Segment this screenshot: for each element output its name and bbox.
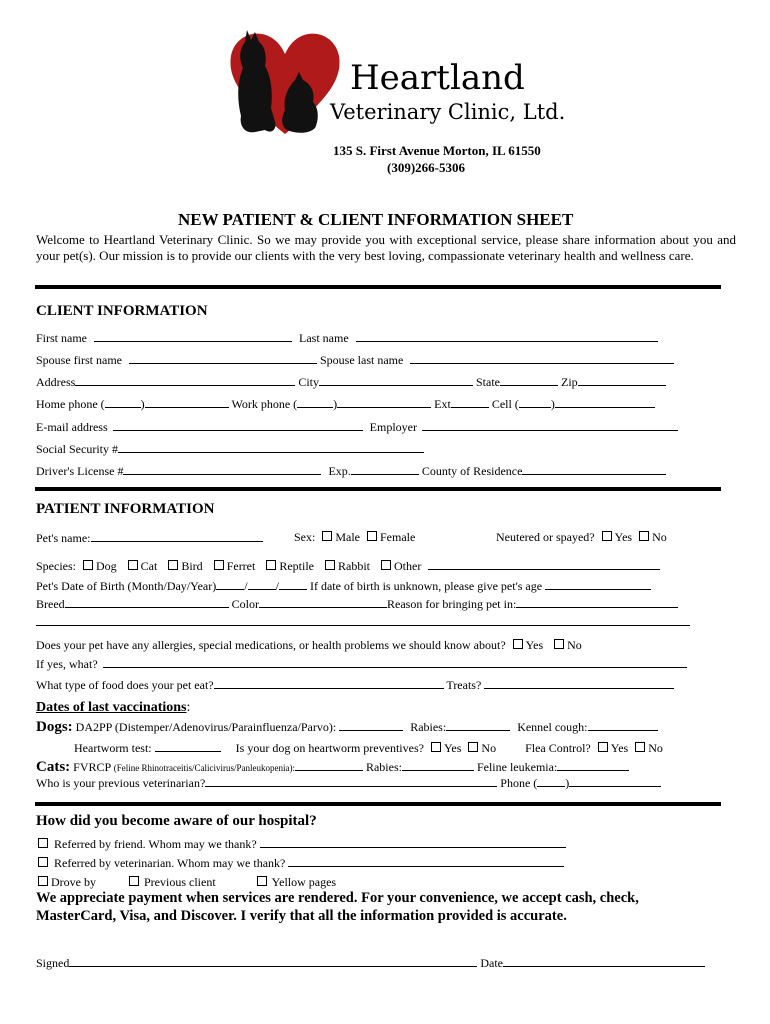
prev-vet-area-field[interactable]	[537, 775, 565, 787]
sex-group	[294, 530, 415, 545]
employer-label: Employer	[369, 420, 417, 434]
referred-vet-field[interactable]	[288, 855, 564, 867]
last-name-field[interactable]	[356, 330, 658, 342]
female-label: Female	[380, 530, 416, 544]
clinic-name: Heartland	[350, 58, 525, 98]
species-option: Dog	[96, 559, 117, 573]
vaccinations-heading-row	[36, 700, 190, 716]
pet-age-field[interactable]	[545, 578, 651, 590]
prev-vet-phone-field[interactable]	[569, 775, 661, 787]
dogs-vacc-label: DA2PP (Distemper/Adenovirus/Parainfluenza/Parvo):	[75, 720, 337, 734]
referred-vet-label: Referred by veterinarian. Whom may we thank?	[54, 856, 286, 870]
species-option: Bird	[181, 559, 203, 573]
vaccinations-heading: Dates of last vaccinations	[36, 700, 187, 715]
slash: /	[275, 579, 279, 593]
date-label: Date	[480, 956, 503, 970]
zip-label: Zip	[561, 375, 578, 389]
county-field[interactable]	[522, 463, 666, 475]
da2pp-field[interactable]	[339, 719, 403, 731]
home-area-field[interactable]	[105, 396, 141, 408]
form-title: NEW PATIENT & CLIENT INFORMATION SHEET	[178, 210, 574, 229]
allergies-label: Does your pet have any allergies, special medications, or health problems we should know about?	[36, 638, 506, 652]
date-field[interactable]	[503, 955, 705, 967]
food-label: What type of food does your pet eat?	[36, 678, 214, 692]
reason-field[interactable]	[516, 596, 678, 608]
ext-label: Ext	[434, 397, 451, 411]
flea-no-checkbox[interactable]	[635, 742, 645, 752]
signed-label: Signed	[36, 956, 70, 970]
spouse-row	[36, 352, 674, 368]
preventives-yes-checkbox[interactable]	[431, 742, 441, 752]
pet-name-label: Pet's name:	[36, 531, 91, 545]
neutered-no-checkbox[interactable]	[639, 531, 649, 541]
neutered-group	[496, 530, 667, 545]
no-label: No	[481, 741, 497, 755]
female-checkbox[interactable]	[367, 531, 377, 541]
dob-row	[36, 578, 651, 594]
sex-label: Sex:	[294, 530, 316, 544]
spouse-first-label: Spouse first name	[36, 353, 122, 367]
other-checkbox[interactable]	[381, 560, 391, 570]
last-name-label: Last name	[299, 331, 349, 345]
cats-vacc-label: FVRCP	[73, 760, 111, 774]
clinic-logo	[225, 22, 345, 140]
email-row	[36, 419, 678, 435]
species-row	[36, 558, 660, 574]
paren: )	[333, 397, 338, 411]
referred-vet-row	[34, 855, 564, 871]
if-yes-field[interactable]	[103, 656, 687, 668]
work-phone-field[interactable]	[337, 396, 431, 408]
heartworm-label: Heartworm test:	[74, 741, 152, 755]
no-label: No	[648, 741, 663, 755]
yellow-pages-label: Yellow pages	[271, 875, 337, 889]
previous-client-label: Previous client	[144, 875, 216, 889]
referred-friend-checkbox[interactable]	[38, 838, 48, 848]
county-label: County of Residence	[421, 464, 523, 478]
address-label: Address	[36, 375, 76, 389]
signature-row	[36, 955, 705, 971]
referred-friend-label: Referred by friend. Whom may we thank?	[54, 837, 257, 851]
license-row	[36, 463, 666, 479]
food-row	[36, 677, 674, 693]
prev-vet-row	[36, 775, 661, 791]
ssn-field[interactable]	[118, 441, 424, 453]
heart-pets-logo-icon	[225, 22, 345, 140]
ext-field[interactable]	[451, 396, 489, 408]
dob-unknown-label: If date of birth is unknown, please give pet's age	[309, 579, 543, 593]
male-label: Male	[335, 530, 360, 544]
color-label: Color	[231, 597, 259, 611]
first-name-row	[36, 330, 658, 346]
work-phone-label: Work phone (	[231, 397, 298, 411]
prev-vet-label: Who is your previous veterinarian?	[36, 776, 206, 790]
payment-line2: MasterCard, Visa, and Discover. I verify that all the information provided is accurate.	[36, 908, 567, 924]
yes-label: Yes	[610, 741, 629, 755]
neutered-yes-checkbox[interactable]	[602, 531, 612, 541]
email-label: E-mail address	[36, 420, 108, 434]
phone-row	[36, 396, 655, 412]
dob-day-field[interactable]	[248, 578, 276, 590]
no-label: No	[567, 638, 582, 652]
paren: )	[550, 397, 555, 411]
first-name-label: First name	[36, 331, 87, 345]
breed-row	[36, 596, 678, 612]
cats-vacc-detail: (Feline Rhinotraceitis/Calicivirus/Panleukopenia):	[113, 763, 295, 773]
species-option: Rabbit	[338, 559, 371, 573]
spouse-last-field[interactable]	[410, 352, 674, 364]
yellow-pages-checkbox[interactable]	[257, 876, 267, 886]
section-divider	[35, 487, 721, 491]
cats-row	[36, 759, 629, 776]
reason-field-continued[interactable]	[36, 614, 690, 626]
cat-rabies-label: Rabies:	[365, 760, 402, 774]
allergies-yes-checkbox[interactable]	[513, 639, 523, 649]
welcome-text: Welcome to Heartland Veterinary Clinic. So we may provide you with exceptional service, please share information about you and your pet(s). Our mission is to provide our clients with the very best loving, compassionate veterinary health and wellness care.	[36, 232, 736, 263]
email-field[interactable]	[113, 419, 363, 431]
other-species-field[interactable]	[428, 558, 660, 570]
drove-by-checkbox[interactable]	[38, 876, 48, 886]
food-field[interactable]	[214, 677, 444, 689]
color-field[interactable]	[259, 596, 387, 608]
cell-label: Cell (	[491, 397, 519, 411]
yes-label: Yes	[614, 530, 633, 544]
exp-label: Exp.	[328, 464, 351, 478]
home-phone-label: Home phone (	[36, 397, 105, 411]
breed-label: Breed	[36, 597, 65, 611]
species-option: Reptile	[279, 559, 315, 573]
ssn-label: Social Security #	[36, 442, 118, 456]
fvrcp-field[interactable]	[295, 759, 363, 771]
no-label: No	[652, 530, 667, 544]
first-name-field[interactable]	[94, 330, 292, 342]
pet-name-field[interactable]	[91, 530, 263, 542]
species-label: Species:	[36, 559, 76, 573]
felv-field[interactable]	[557, 759, 629, 771]
referred-friend-field[interactable]	[260, 836, 566, 848]
aware-heading: How did you become aware of our hospital?	[36, 813, 317, 829]
slash: /	[244, 579, 248, 593]
spouse-last-label: Spouse last name	[320, 353, 404, 367]
home-phone-field[interactable]	[145, 396, 229, 408]
dob-month-field[interactable]	[216, 578, 244, 590]
signature-field[interactable]	[69, 955, 477, 967]
kennel-label: Kennel cough:	[517, 720, 588, 734]
clinic-address: 135 S. First Avenue Morton, IL 61550	[333, 143, 541, 158]
address-row	[36, 374, 666, 390]
section-divider	[35, 802, 721, 806]
spouse-first-field[interactable]	[129, 352, 317, 364]
preventives-no-checkbox[interactable]	[468, 742, 478, 752]
ferret-checkbox[interactable]	[214, 560, 224, 570]
exp-field[interactable]	[351, 463, 419, 475]
clinic-phone: (309)266-5306	[387, 160, 465, 175]
allergies-no-checkbox[interactable]	[554, 639, 564, 649]
license-field[interactable]	[123, 463, 321, 475]
client-heading: CLIENT INFORMATION	[36, 303, 208, 319]
dog-rabies-field[interactable]	[446, 719, 510, 731]
dogs-row	[36, 719, 658, 736]
patient-heading: PATIENT INFORMATION	[36, 501, 215, 517]
species-option: Cat	[140, 559, 158, 573]
payment-line1: We appreciate payment when services are rendered. For your convenience, we accept cash, check,	[36, 890, 639, 906]
bird-checkbox[interactable]	[168, 560, 178, 570]
heartworm-row	[74, 740, 663, 756]
referred-vet-checkbox[interactable]	[38, 857, 48, 867]
employer-field[interactable]	[422, 419, 678, 431]
clinic-subtitle: Veterinary Clinic, Ltd.	[330, 100, 566, 124]
referred-friend-row	[34, 836, 566, 852]
other-source-row	[34, 875, 336, 890]
drove-by-label: Drove by	[51, 875, 96, 889]
kennel-cough-field[interactable]	[588, 719, 658, 731]
flea-yes-checkbox[interactable]	[598, 742, 608, 752]
yes-label: Yes	[525, 638, 544, 652]
pet-name-row	[36, 530, 263, 546]
reptile-checkbox[interactable]	[266, 560, 276, 570]
zip-field[interactable]	[578, 374, 666, 386]
preventives-label: Is your dog on heartworm preventives?	[235, 741, 424, 755]
dogs-label: Dogs:	[36, 719, 73, 735]
reason-label: Reason for bringing pet in:	[387, 597, 517, 611]
state-field[interactable]	[500, 374, 558, 386]
dog-checkbox[interactable]	[83, 560, 93, 570]
allergies-row	[36, 638, 582, 653]
flea-label: Flea Control?	[525, 741, 591, 755]
address-field[interactable]	[75, 374, 295, 386]
dob-year-field[interactable]	[279, 578, 307, 590]
felv-label: Feline leukemia:	[476, 760, 558, 774]
paren: )	[565, 776, 570, 790]
previous-client-checkbox[interactable]	[129, 876, 139, 886]
ssn-row	[36, 441, 424, 457]
section-divider	[35, 285, 721, 289]
heartworm-field[interactable]	[155, 740, 221, 752]
breed-field[interactable]	[65, 596, 229, 608]
prev-vet-field[interactable]	[205, 775, 497, 787]
cats-label: Cats:	[36, 759, 71, 775]
dob-label: Pet's Date of Birth (Month/Day/Year)	[36, 579, 217, 593]
species-option: Ferret	[226, 559, 256, 573]
species-option: Other	[394, 559, 422, 573]
state-label: State	[476, 375, 500, 389]
work-area-field[interactable]	[297, 396, 333, 408]
city-field[interactable]	[319, 374, 473, 386]
treats-field[interactable]	[484, 677, 674, 689]
male-checkbox[interactable]	[322, 531, 332, 541]
reason-line2	[36, 614, 690, 630]
paren: )	[140, 397, 145, 411]
cell-area-field[interactable]	[519, 396, 551, 408]
colon: :	[186, 700, 191, 715]
license-label: Driver's License #	[36, 464, 124, 478]
city-label: City	[298, 375, 319, 389]
cat-checkbox[interactable]	[128, 560, 138, 570]
treats-label: Treats?	[446, 678, 482, 692]
if-yes-row	[36, 656, 687, 672]
rabbit-checkbox[interactable]	[325, 560, 335, 570]
yes-label: Yes	[443, 741, 462, 755]
cat-rabies-field[interactable]	[402, 759, 474, 771]
if-yes-label: If yes, what?	[36, 657, 98, 671]
prev-vet-phone-label: Phone (	[500, 776, 538, 790]
cell-phone-field[interactable]	[555, 396, 655, 408]
rabies-label: Rabies:	[410, 720, 447, 734]
neutered-label: Neutered or spayed?	[496, 530, 595, 544]
